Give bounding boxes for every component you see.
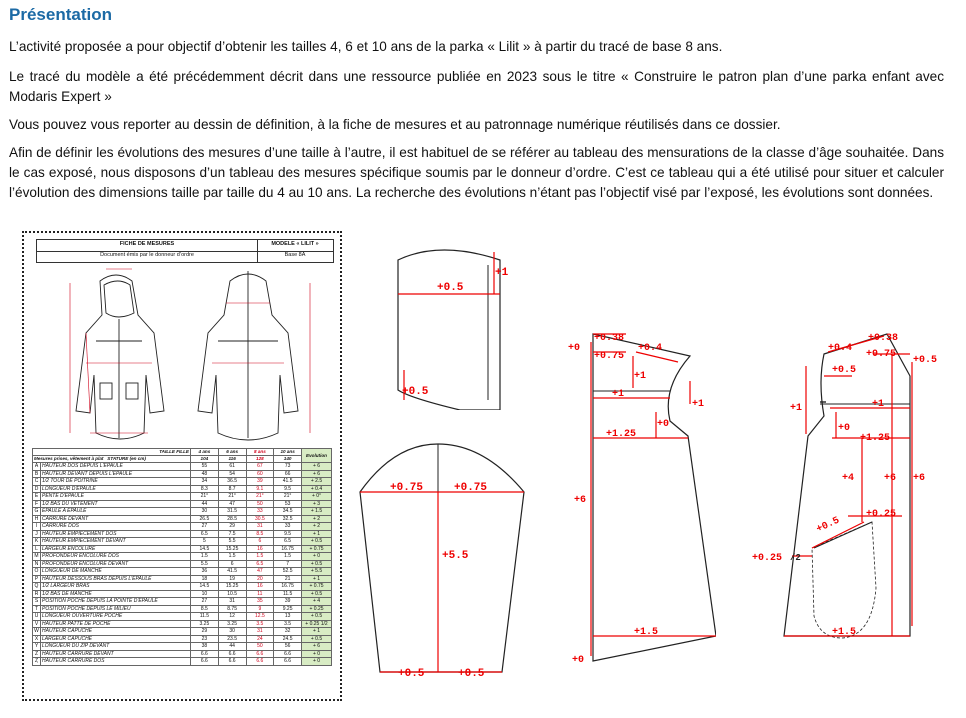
value-8: 47 [246, 568, 274, 576]
row-evolution: + 5.5 [302, 568, 332, 576]
table-row [33, 553, 332, 561]
row-label: HAUTEUR CARRURE DOS [41, 658, 191, 666]
row-label: LONGUEUR DE MANCHE [41, 568, 191, 576]
stature-6: 116 [218, 456, 246, 463]
value-4: 34 [191, 478, 219, 486]
row-evolution: + 6 [302, 643, 332, 651]
back-across-label: +1.25 [606, 429, 637, 440]
value-10: 13 [274, 613, 302, 621]
value-6: 5.5 [218, 538, 246, 546]
table-row [33, 598, 332, 606]
hood-mid-label: +0.5 [437, 282, 464, 294]
sleeve-hem-left-label: +0.5 [398, 668, 425, 680]
value-10: 52.5 [274, 568, 302, 576]
sleeve-hem-right-label: +0.5 [458, 668, 485, 680]
value-10: 9.5 [274, 530, 302, 538]
value-4: 30 [191, 508, 219, 516]
table-row [33, 470, 332, 478]
row-label: 1/2 BAS DE MANCHE [41, 590, 191, 598]
back-hem-zero-label: +0 [572, 655, 585, 666]
value-4: 8.3 [191, 485, 219, 493]
row-label: LARGEUR CAPUCHE [41, 635, 191, 643]
value-8: 1.5 [246, 553, 274, 561]
row-evolution: + 0 [302, 658, 332, 666]
value-6: 6.6 [218, 650, 246, 658]
value-4: 14.5 [191, 545, 219, 553]
value-8: 24 [246, 635, 274, 643]
size-col-10: 10 ans [274, 449, 302, 456]
value-6: 21° [218, 493, 246, 501]
table-row [33, 500, 332, 508]
value-4: 27 [191, 598, 219, 606]
row-evolution: + 0.25 1/2 [302, 620, 332, 628]
table-row [33, 568, 332, 576]
value-6: 54 [218, 470, 246, 478]
value-4: 14.5 [191, 583, 219, 591]
row-evolution: + 0.4 [302, 485, 332, 493]
value-6: 23.5 [218, 635, 246, 643]
row-label: HAUTEUR DESSOUS BRAS DEPUIS L'EPAULE [41, 575, 191, 583]
row-evolution: + 0.5 [302, 560, 332, 568]
row-label: EPAULE A EPAULE [41, 508, 191, 516]
front-length2-label: +6 [913, 473, 926, 484]
row-evolution: + 0.5 [302, 538, 332, 546]
row-evolution: + 1 [302, 530, 332, 538]
row-letter: N [33, 560, 41, 568]
base-size: Base 8A [284, 252, 306, 258]
value-6: 15.25 [218, 583, 246, 591]
model-name: MODELE « LILIT » [257, 241, 333, 252]
row-letter: U [33, 613, 41, 621]
front-pattern [752, 326, 944, 686]
value-8: 16 [246, 545, 274, 553]
size-col-4: 4 ans [191, 449, 219, 456]
parka-technical-drawing [30, 263, 336, 448]
value-10: 39 [274, 598, 302, 606]
front-measure-lines [70, 269, 152, 433]
value-8: 33 [246, 508, 274, 516]
row-evolution: + 0.75 [302, 545, 332, 553]
value-10: 21 [274, 575, 302, 583]
row-letter: D [33, 485, 41, 493]
value-6: 15.25 [218, 545, 246, 553]
sheet-subtitle: Document émis par le donneur d’ordre [100, 252, 194, 258]
back-pattern [566, 326, 716, 686]
front-pocket-width-label: +0.25 [866, 509, 897, 520]
size-label: TAILLE FILLE [33, 449, 191, 456]
front-outline [784, 334, 910, 636]
front-yoke-label: +1 [790, 403, 803, 414]
value-8: 8.5 [246, 530, 274, 538]
value-6: 36.5 [218, 478, 246, 486]
value-6: 8.75 [218, 605, 246, 613]
row-letter: Q [33, 583, 41, 591]
row-letter: Ȥ [33, 658, 41, 666]
row-letter: B [33, 470, 41, 478]
value-4: 11.5 [191, 613, 219, 621]
value-8: 50 [246, 500, 274, 508]
measures-label: Mesures prises, vêtement à plat STATURE (en cm) [33, 456, 191, 463]
front-across-label: +1.25 [860, 433, 891, 444]
front-pocket-height-label: +4 [842, 473, 855, 484]
table-row [33, 643, 332, 651]
row-label: PROFONDEUR ENCOLURE DEVANT [41, 560, 191, 568]
value-8: 6.5 [246, 560, 274, 568]
table-row [33, 478, 332, 486]
value-8: 11 [246, 590, 274, 598]
back-length-label: +6 [574, 495, 587, 506]
value-8: 9.1 [246, 485, 274, 493]
row-letter: M [34, 553, 39, 559]
table-row [33, 613, 332, 621]
stature-8: 128 [246, 456, 274, 463]
value-10: 6.6 [274, 658, 302, 666]
front-side-label: +0.5 [913, 355, 938, 366]
row-letter: E [33, 493, 41, 501]
row-letter: J [33, 530, 41, 538]
value-10: 24.5 [274, 635, 302, 643]
value-4: 6.5 [191, 530, 219, 538]
row-evolution: + 0° [302, 493, 332, 501]
back-neck-label: +0.75 [594, 351, 625, 362]
value-10: 9.25 [274, 605, 302, 613]
value-8: 6 [246, 538, 274, 546]
table-row [33, 658, 332, 666]
value-10: 32.5 [274, 515, 302, 523]
documents-paragraph: Vous pouvez vous reporter au dessin de définition, à la fiche de mesures et au patronnage numérique réutilisés dans ce dossier. [9, 117, 781, 132]
back-slope-label: +0.4 [638, 343, 663, 354]
reference-paragraph: Le tracé du modèle a été précédemment décrit dans une ressource publiée en 2023 sous le titre « Construire le patron plan d’une parka enfant avec Modaris Expert » [9, 69, 944, 104]
front-pocket-label: +0.5 [815, 515, 842, 536]
value-4: 48 [191, 470, 219, 478]
value-10: 9.5 [274, 485, 302, 493]
value-6: 44 [218, 643, 246, 651]
evolution-header: Evolution [302, 449, 332, 463]
value-8: 30.5 [246, 515, 274, 523]
value-10: 53 [274, 500, 302, 508]
value-8: 3.5 [246, 620, 274, 628]
value-6: 31.5 [218, 508, 246, 516]
row-letter: H [33, 515, 41, 523]
row-evolution: + 2 [302, 523, 332, 531]
row-letter: L [33, 545, 41, 553]
table-row [33, 545, 332, 553]
row-label: HAUTEUR DEVANT DEPUIS L'EPAULE [41, 470, 191, 478]
parka-back-sketch [198, 271, 298, 440]
stature-4: 104 [191, 456, 219, 463]
value-8: 6.6 [246, 658, 274, 666]
parka-front-sketch [76, 275, 164, 439]
back-zero2-label: +0 [657, 419, 670, 430]
row-evolution: + 0.75 [302, 583, 332, 591]
row-label: HAUTEUR CARRURE DEVANT [41, 650, 191, 658]
value-4: 18 [191, 575, 219, 583]
value-6: 31 [218, 598, 246, 606]
row-letter: Z [33, 650, 41, 658]
size-col-6: 6 ans [218, 449, 246, 456]
table-row [33, 530, 332, 538]
value-4: 27 [191, 523, 219, 531]
front-yoke-width-label: +1 [872, 399, 885, 410]
row-evolution: + 3 [302, 500, 332, 508]
front-shoulder-label: +0.38 [868, 333, 899, 344]
table-row [33, 463, 332, 471]
row-label: HAUTEUR PATTE DE POCHE [41, 620, 191, 628]
row-label: LARGEUR ENCOLURE [41, 545, 191, 553]
value-6: 19 [218, 575, 246, 583]
value-4: 26.5 [191, 515, 219, 523]
row-evolution: + 1.5 [302, 508, 332, 516]
row-letter: A [33, 463, 41, 471]
value-8: 20 [246, 575, 274, 583]
row-letter: T [33, 605, 41, 613]
value-8: 31 [246, 523, 274, 531]
sleeve-right-label: +0.75 [454, 482, 488, 494]
table-row [33, 560, 332, 568]
value-10: 34.5 [274, 508, 302, 516]
value-8: 12.5 [246, 613, 274, 621]
value-6: 41.5 [218, 568, 246, 576]
value-4: 5.5 [191, 560, 219, 568]
value-10: 41.5 [274, 478, 302, 486]
value-6: 7.5 [218, 530, 246, 538]
hood-top-label: +1 [495, 267, 509, 279]
back-side-label: +1 [692, 399, 705, 410]
value-8: 21° [246, 493, 274, 501]
page-title: Présentation [9, 5, 112, 24]
row-evolution: + 1 [302, 575, 332, 583]
back-hem-label: +1.5 [634, 627, 659, 638]
value-4: 1.5 [191, 553, 219, 561]
row-evolution: + 0.5 [302, 590, 332, 598]
table-row [33, 583, 332, 591]
value-6: 12 [218, 613, 246, 621]
table-row [33, 575, 332, 583]
value-10: 16.75 [274, 545, 302, 553]
row-evolution: + 0.5 [302, 613, 332, 621]
row-letter: V [33, 620, 41, 628]
evolution-paragraph: Afin de définir les évolutions des mesures d’une taille à l’autre, il est habituel de se référer au tableau des mensurations de la classe d’âge souhaitée. Dans le cas exposé, nous disposons d’un tableau des mesures spécifique soumis par le donneur d’ordre. C’est ce tableau qui a été utilisé pour situer et calculer l’évolution des dimensions taille par taille du 4 au 10 ans. La recherche des évolutions n’étant pas l’objectif visé par l’exposé, les évolutions sont données. [9, 145, 944, 200]
value-6: 61 [218, 463, 246, 471]
row-letter: X [33, 635, 41, 643]
row-letter: G [33, 508, 41, 516]
value-10: 6.5 [274, 538, 302, 546]
back-yoke-label: +1 [634, 371, 647, 382]
value-10: 66 [274, 470, 302, 478]
table-row [33, 538, 332, 546]
value-4: 5 [191, 538, 219, 546]
back-outline [593, 334, 716, 661]
value-8: 67 [246, 463, 274, 471]
table-row [33, 515, 332, 523]
value-6: 28.5 [218, 515, 246, 523]
value-4: 6.6 [191, 650, 219, 658]
intro-paragraph: L’activité proposée a pour objectif d’obtenir les tailles 4, 6 et 10 ans de la parka « Lilit » à partir du tracé de base 8 ans. [9, 39, 723, 54]
value-10: 32 [274, 628, 302, 636]
value-6: 1.5 [218, 553, 246, 561]
sheet-title: FICHE DE MESURES [37, 241, 257, 252]
value-6: 29 [218, 523, 246, 531]
row-label: PENTE D'EPAULE [41, 493, 191, 501]
row-evolution: + 4 [302, 598, 332, 606]
back-yoke-width-label: +1 [612, 389, 625, 400]
row-label: PROFONDEUR ENCOLURE DOS [41, 553, 191, 561]
value-6: 6 [218, 560, 246, 568]
row-label: 1/2 LARGEUR BRAS [41, 583, 191, 591]
row-letter: K [33, 538, 41, 546]
row-letter: R [33, 590, 41, 598]
row-label: HAUTEUR EMPIECEMENT DOS [41, 530, 191, 538]
table-row [33, 493, 332, 501]
row-label: HAUTEUR EMPIECEMENT DEVANT [41, 538, 191, 546]
measurement-sheet [22, 231, 342, 701]
value-10: 21° [274, 493, 302, 501]
value-4: 55 [191, 463, 219, 471]
sleeve-pattern [354, 430, 544, 682]
value-4: 8.5 [191, 605, 219, 613]
row-letter: Y [33, 643, 41, 651]
sheet-header [36, 239, 334, 263]
value-8: 39 [246, 478, 274, 486]
value-4: 6.6 [191, 658, 219, 666]
row-label: CARRURE DEVANT [41, 515, 191, 523]
value-4: 21° [191, 493, 219, 501]
row-evolution: + 2 [302, 515, 332, 523]
front-half-label: /2 [790, 553, 801, 563]
row-evolution: + 0 [302, 650, 332, 658]
back-zero-label: +0 [568, 343, 581, 354]
value-10: 7 [274, 560, 302, 568]
row-label: CARRURE DOS [41, 523, 191, 531]
row-label: POSITION POCHE DEPUIS LE MILIEU [41, 605, 191, 613]
value-6: 30 [218, 628, 246, 636]
front-slope-label: +0.4 [828, 343, 853, 354]
row-evolution: + 1 [302, 628, 332, 636]
row-evolution: + 6 [302, 470, 332, 478]
value-10: 73 [274, 463, 302, 471]
value-8: 16 [246, 583, 274, 591]
row-evolution: + 0 [302, 553, 332, 561]
row-letter: C [33, 478, 41, 486]
row-evolution: + 0.25 [302, 605, 332, 613]
value-10: 16.75 [274, 583, 302, 591]
row-evolution: + 2.5 [302, 478, 332, 486]
table-row [33, 628, 332, 636]
value-4: 3.25 [191, 620, 219, 628]
value-4: 44 [191, 500, 219, 508]
value-10: 6.6 [274, 650, 302, 658]
value-10: 3.5 [274, 620, 302, 628]
row-letter: S [33, 598, 41, 606]
value-10: 56 [274, 643, 302, 651]
value-6: 6.6 [218, 658, 246, 666]
measurements-table [32, 448, 332, 666]
table-row [33, 620, 332, 628]
table-row [33, 590, 332, 598]
row-letter: P [33, 575, 41, 583]
value-4: 10 [191, 590, 219, 598]
front-pocket-outline [812, 522, 876, 638]
front-neck-label: +0.75 [866, 349, 897, 360]
row-label: LONGUEUR D'EPAULE [41, 485, 191, 493]
row-label: POSITION POCHE DEPUIS LA POINTE D'EPAULE [41, 598, 191, 606]
stature-10: 140 [274, 456, 302, 463]
back-shoulder-label: +0.38 [594, 333, 625, 344]
value-8: 35 [246, 598, 274, 606]
table-row [33, 650, 332, 658]
hood-bottom-label: +0.5 [402, 386, 429, 398]
value-8: 50 [246, 643, 274, 651]
front-zero-label: +0 [838, 423, 851, 434]
row-evolution: + 0.5 [302, 635, 332, 643]
sleeve-length-label: +5.5 [442, 550, 469, 562]
table-row [33, 508, 332, 516]
value-4: 23 [191, 635, 219, 643]
row-letter: W [34, 628, 39, 634]
value-6: 10.5 [218, 590, 246, 598]
back-measure-lines [212, 283, 310, 433]
value-8: 9 [246, 605, 274, 613]
value-8: 6.6 [246, 650, 274, 658]
value-8: 60 [246, 470, 274, 478]
front-pocket-left-label: +0.25 [752, 553, 783, 564]
value-8: 31 [246, 628, 274, 636]
value-6: 47 [218, 500, 246, 508]
row-letter: O [33, 568, 41, 576]
table-row [33, 605, 332, 613]
table-row [33, 485, 332, 493]
row-letter: I [33, 523, 41, 531]
row-label: LONGUEUR OUVERTURE POCHE [41, 613, 191, 621]
value-4: 36 [191, 568, 219, 576]
row-label: HAUTEUR DOS DEPUIS L'EPAULE [41, 463, 191, 471]
value-6: 8.7 [218, 485, 246, 493]
hood-pattern [380, 240, 520, 410]
front-hem-label: +1.5 [832, 627, 857, 638]
row-evolution: + 6 [302, 463, 332, 471]
row-label: 1/2 BAS DU VETEMENT [41, 500, 191, 508]
value-4: 29 [191, 628, 219, 636]
row-label: 1/2 TOUR DE POITRINE [41, 478, 191, 486]
value-10: 33 [274, 523, 302, 531]
front-length-label: +6 [884, 473, 897, 484]
row-letter: F [33, 500, 41, 508]
row-label: LONGUEUR DU ZIP DEVANT [41, 643, 191, 651]
value-4: 38 [191, 643, 219, 651]
front-neck2-label: +0.5 [832, 365, 857, 376]
value-10: 11.5 [274, 590, 302, 598]
value-6: 3.25 [218, 620, 246, 628]
size-col-8: 8 ans [246, 449, 274, 456]
sleeve-left-label: +0.75 [390, 482, 424, 494]
value-10: 1.5 [274, 553, 302, 561]
table-row [33, 523, 332, 531]
table-row [33, 635, 332, 643]
row-label: HAUTEUR CAPUCHE [41, 628, 191, 636]
